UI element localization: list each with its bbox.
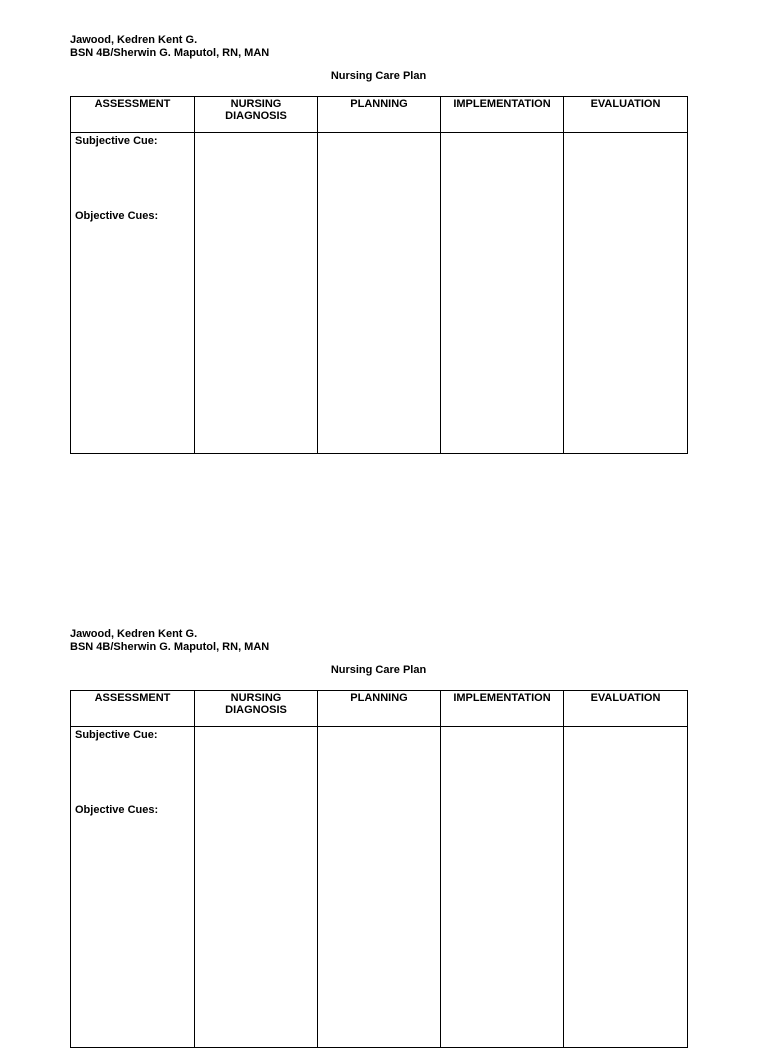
section-instructor: BSN 4B/Sherwin G. Maputol, RN, MAN <box>70 47 270 59</box>
column-assessment: ASSESSMENT <box>71 691 195 727</box>
column-diagnosis-line2: DIAGNOSIS <box>225 110 287 122</box>
column-evaluation: EVALUATION <box>564 691 688 727</box>
document-title: Nursing Care Plan <box>330 664 427 676</box>
column-implementation: IMPLEMENTATION <box>441 97 564 133</box>
column-diagnosis-line1: NURSING <box>230 692 282 704</box>
column-nursing-diagnosis <box>195 97 318 133</box>
cell-assessment <box>71 727 195 1048</box>
cell-planning <box>318 727 441 1048</box>
column-evaluation: EVALUATION <box>564 97 688 133</box>
column-diagnosis-line2: DIAGNOSIS <box>225 704 287 716</box>
column-nursing-diagnosis <box>195 691 318 727</box>
care-plan-table <box>70 690 688 1048</box>
cell-evaluation <box>564 133 688 454</box>
care-plan-table <box>70 96 688 454</box>
table-header-row <box>71 691 688 727</box>
column-planning: PLANNING <box>318 97 441 133</box>
cell-implementation <box>441 133 564 454</box>
cell-evaluation <box>564 727 688 1048</box>
column-assessment: ASSESSMENT <box>71 97 195 133</box>
objective-cues-label: Objective Cues: <box>75 804 159 816</box>
care-plan-1 <box>70 34 687 222</box>
cell-planning <box>318 133 441 454</box>
subjective-cue-label: Subjective Cue: <box>75 135 158 147</box>
cell-assessment <box>71 133 195 454</box>
cell-implementation <box>441 727 564 1048</box>
author-name: Jawood, Kedren Kent G. <box>70 628 198 640</box>
document-title: Nursing Care Plan <box>330 70 427 82</box>
column-implementation: IMPLEMENTATION <box>441 691 564 727</box>
cell-nursing-diagnosis <box>195 727 318 1048</box>
subjective-cue-label: Subjective Cue: <box>75 729 158 741</box>
table-row <box>71 133 688 454</box>
cell-nursing-diagnosis <box>195 133 318 454</box>
care-plan-2 <box>70 628 687 816</box>
author-name: Jawood, Kedren Kent G. <box>70 34 198 46</box>
table-header-row <box>71 97 688 133</box>
section-instructor: BSN 4B/Sherwin G. Maputol, RN, MAN <box>70 641 270 653</box>
table-row <box>71 727 688 1048</box>
column-planning: PLANNING <box>318 691 441 727</box>
objective-cues-label: Objective Cues: <box>75 210 159 222</box>
column-diagnosis-line1: NURSING <box>230 98 282 110</box>
